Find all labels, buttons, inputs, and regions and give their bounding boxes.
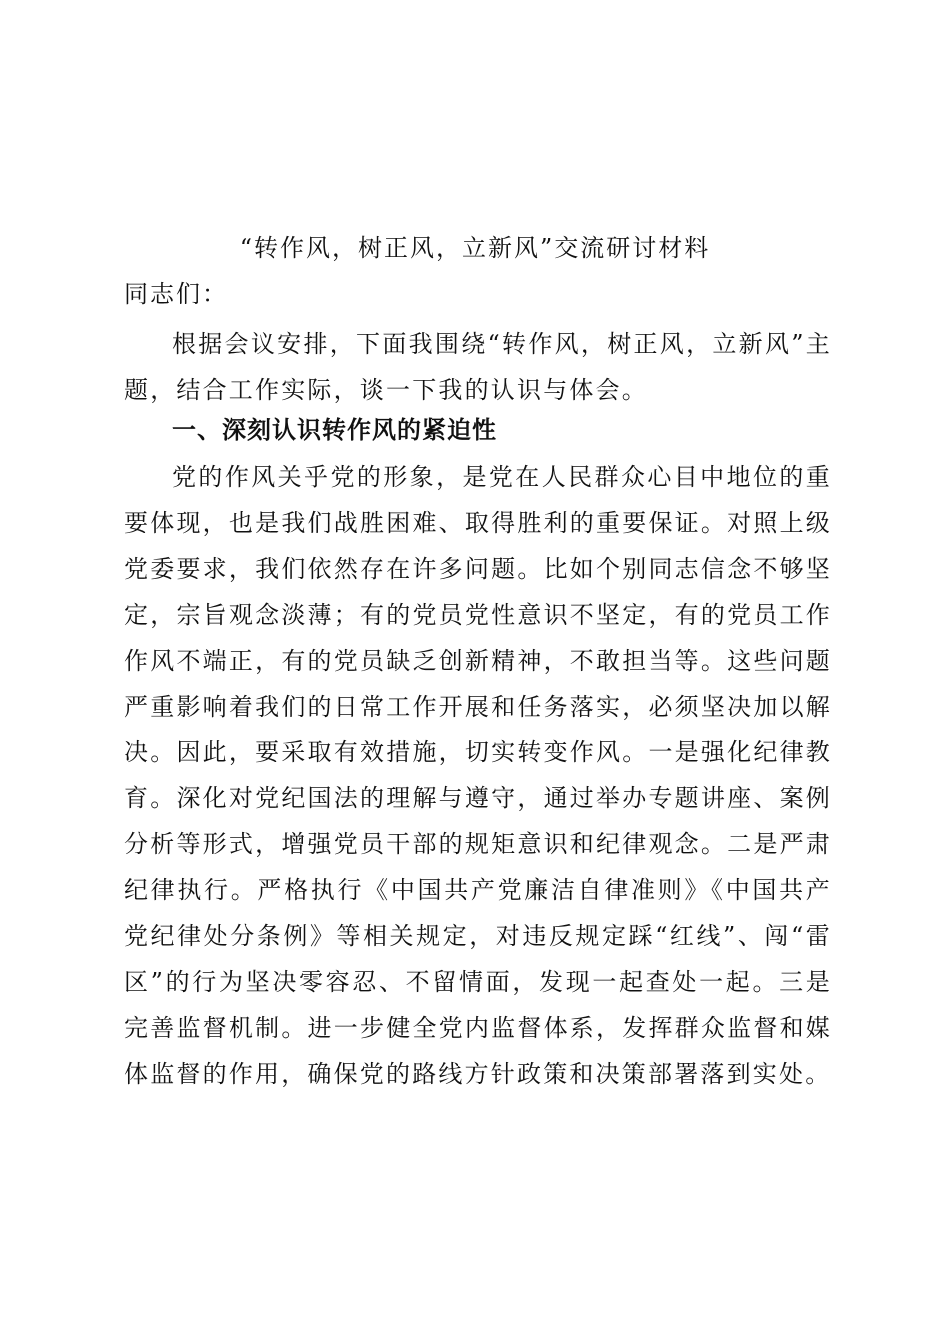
document-title: “转作风，树正风，立新风”交流研讨材料 — [239, 234, 711, 262]
section-1-paragraph: 党的作风关乎党的形象，是党在人民群众心目中地位的重要体现，也是我们战胜困难、取得胜利的重要保证。对照上级党委要求，我们依然存在许多问题。比如个别同志信念不够坚定，宗旨观念淡薄；有的党员党性意识不坚定，有的党员工作作风不端正，有的党员缺乏创新精神，不敢担当等。这些问题严重影响着我们的日常工作开展和任务落实，必须坚决加以解决。因此，要采取有效措施，切实转变作风。一是强化纪律教育。深化对党纪国法的理解与遵守，通过举办专题讲座、案例分析等形式，增强党员干部的规矩意识和纪律观念。二是严肃纪律执行。严格执行《中国共产党廉洁自律准则》《中国共产党纪律处分条例》等相关规定，对违反规定踩“红线”、闯“雷区”的行为坚决零容忍、不留情面，发现一起查处一起。三是完善监督机制。进一步健全党内监督体系，发挥群众监督和媒体监督的作用，确保党的路线方针政策和决策部署落到实处。 — [124, 463, 832, 1088]
intro-paragraph: 根据会议安排，下面我围绕“转作风，树正风，立新风”主题，结合工作实际，谈一下我的认识与体会。 — [124, 330, 832, 404]
salutation: 同志们： — [124, 280, 228, 308]
section-1-heading: 一、深刻认识转作风的紧迫性 — [172, 416, 497, 444]
